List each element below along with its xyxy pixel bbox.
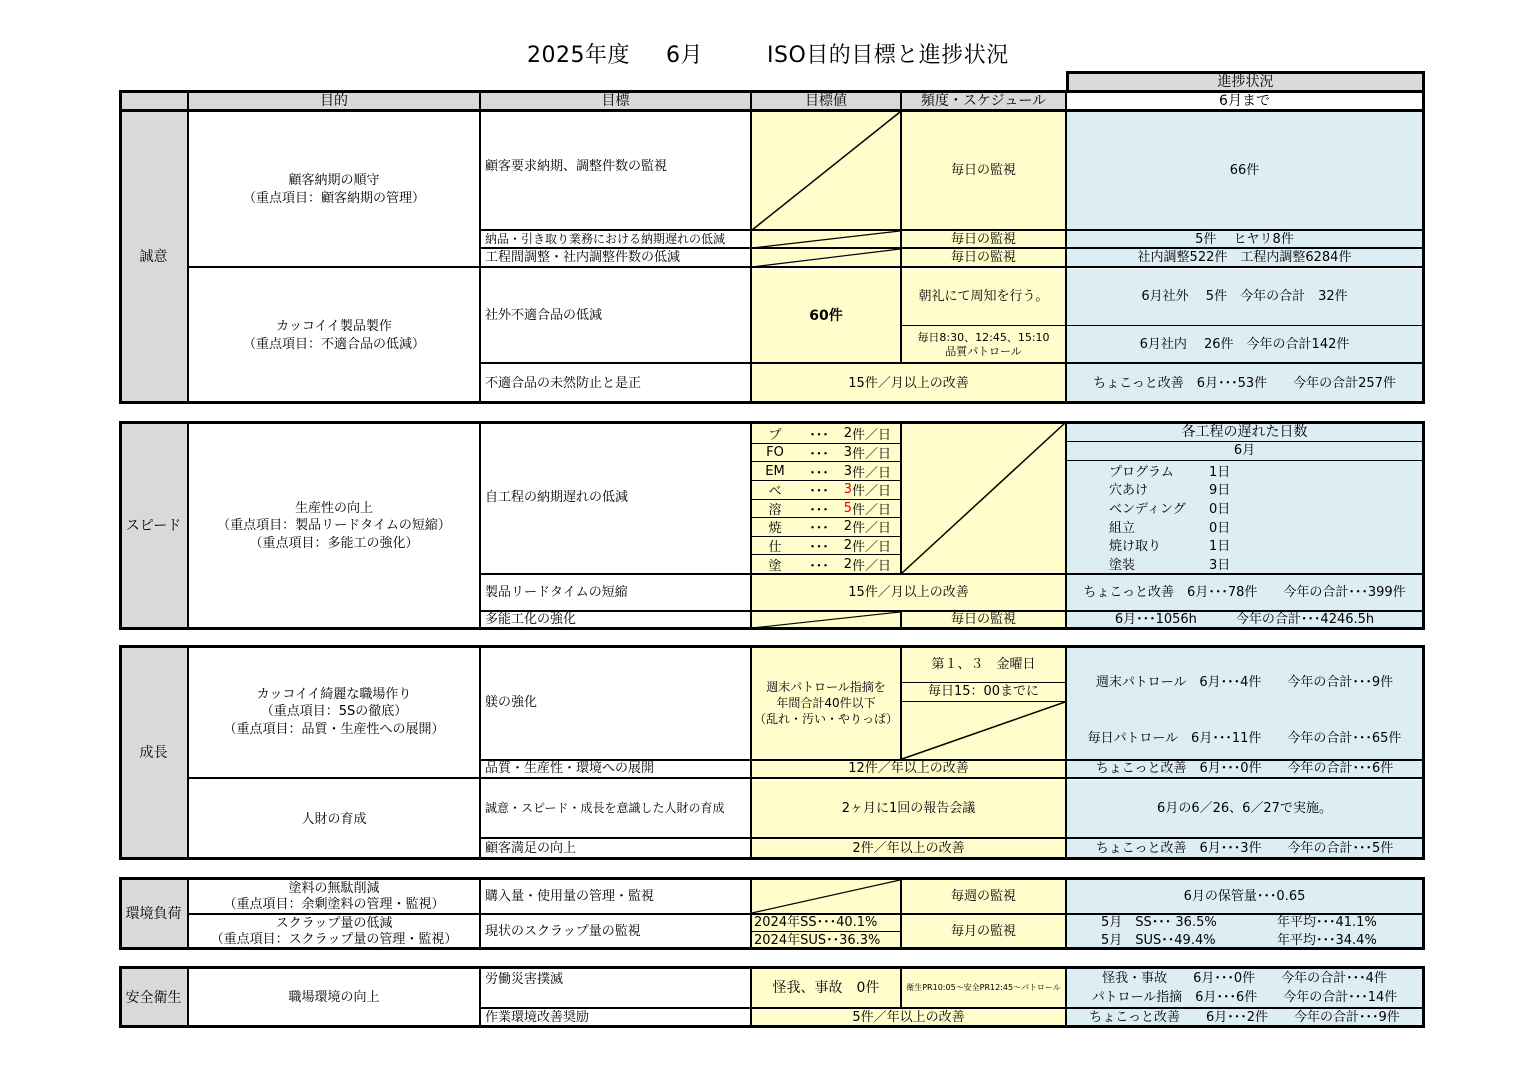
delay-days: 0日	[1209, 520, 1231, 536]
header-until: 6月まで	[1219, 93, 1270, 109]
schedule-weekly: 毎週の監視	[902, 880, 1065, 913]
goal-delivery-monitor: 顧客要求納期、調整件数の監視	[485, 159, 668, 174]
purpose-talent: 人財の育成	[301, 811, 367, 827]
header-schedule: 頻度・スケジュール	[902, 93, 1065, 109]
purpose-work-environment: 職場環境の向上	[288, 990, 380, 1006]
result-kaizen-1: ちょこっと改善 6月･･･53件 今年の合計257件	[1067, 364, 1422, 403]
delay-process: 焼け取り	[1109, 539, 1162, 555]
quota-dots: ･･･	[809, 558, 829, 574]
result-daily-patrol: 毎日パトロール 6月･･･11件 今年の合計･･･65件	[1087, 731, 1402, 747]
header-purpose: 目的	[189, 93, 479, 109]
quota-value: 2	[843, 425, 852, 441]
schedule-daily-3: 毎日の監視	[902, 249, 1065, 267]
purpose-productivity: 生産性の向上 （重点項目：製品リードタイムの短縮） （重点項目：多能工の強化）	[217, 500, 451, 551]
purpose-paint: 塗料の無駄削減 （重点項目：余剰塗料の管理・監視）	[223, 880, 445, 912]
delay-process: 塗装	[1109, 558, 1136, 574]
quota-value: 3	[843, 444, 852, 460]
schedule-daily-15: 毎日15：00までに	[902, 683, 1065, 701]
target-5-year: 5件／年以上の改善	[752, 1009, 1065, 1027]
category-environment: 環境負荷	[119, 880, 188, 949]
page-title: ISO目的目標と進捗状況	[767, 43, 1009, 68]
quota-process: 仕	[768, 540, 782, 556]
target-patrol: 週末パトロール指摘を 年間合計40件以下 （乱れ・汚い・やりっぱ）	[752, 647, 900, 759]
result-weekend-patrol: 週末パトロール 6月･･･4件 今年の合計･･･9件	[1095, 675, 1394, 691]
header-category	[122, 93, 187, 109]
goal-multiskill: 多能工化の強化	[485, 612, 577, 628]
quota-value: 5	[843, 500, 852, 516]
quota-process: 焼	[768, 521, 782, 537]
delay-days: 1日	[1209, 464, 1231, 480]
delay-process: 穴あけ	[1109, 483, 1149, 499]
quota-unit: 件／日	[852, 502, 892, 518]
result-meeting: 6月の6／26、6／27で実施。	[1067, 780, 1422, 837]
target-15-month-2: 15件／月以上の改善	[752, 575, 1065, 611]
goal-discipline: 躾の強化	[485, 695, 538, 711]
header-target: 目標値	[752, 93, 900, 109]
category-speed: スピード	[119, 423, 188, 629]
quota-value: 2	[843, 519, 852, 535]
quota-value: 3	[843, 482, 852, 498]
quota-dots: ･･･	[809, 427, 829, 443]
delay-process: プログラム	[1109, 464, 1174, 480]
result-external: 6月社外 5件 今年の合計 32件	[1067, 269, 1422, 325]
goal-talent: 誠意・スピード・成長を意識した人財の育成	[485, 801, 725, 816]
result-hours: 6月･･･1056h 今年の合計･･･4246.5h	[1067, 612, 1422, 628]
delay-days: 0日	[1209, 502, 1231, 518]
quota-process: プ	[768, 427, 782, 443]
purpose-delivery: 顧客納期の順守 （重点項目：顧客納期の管理）	[242, 173, 425, 206]
quota-process: 溶	[768, 502, 782, 518]
goal-scrap-monitor: 現状のスクラップ量の監視	[485, 924, 641, 940]
result-internal: 6月社内 26件 今年の合計142件	[1067, 326, 1422, 363]
schedule-friday: 第１、３ 金曜日	[902, 647, 1065, 682]
result-66: 66件	[1067, 112, 1422, 230]
target-meeting: 2ヶ月に1回の報告会議	[752, 780, 1065, 837]
goal-paint-volume: 購入量・使用量の管理・監視	[485, 888, 655, 904]
quota-dots: ･･･	[809, 502, 829, 518]
schedule-daily-4: 毎日の監視	[902, 612, 1065, 628]
quota-process: ベ	[768, 484, 782, 500]
delay-process: 組立	[1109, 520, 1136, 536]
goal-prevention: 不適合品の未然防止と是正	[485, 375, 642, 391]
quota-dots: ･･･	[809, 465, 829, 481]
delay-days: 9日	[1209, 483, 1231, 499]
quota-dots: ･･･	[809, 540, 829, 556]
title-month: 6月	[666, 43, 703, 68]
delay-month: 6月	[1067, 442, 1422, 460]
quota-dots: ･･･	[809, 521, 829, 537]
goal-improvement: 作業環境改善奨励	[485, 1010, 590, 1026]
target-15-month: 15件／月以上の改善	[752, 364, 1065, 403]
quota-unit: 件／日	[852, 540, 892, 556]
schedule-morning: 朝礼にて周知を行う。	[902, 269, 1065, 325]
result-accident: 怪我・事故 6月･･･0件 今年の合計･･･4件	[1102, 970, 1387, 986]
schedule-monthly: 毎月の監視	[902, 915, 1065, 949]
result-internal-adjust: 社内調整522件 工程内調整6284件	[1067, 249, 1422, 267]
goal-expansion: 品質・生産性・環境への展開	[485, 761, 655, 777]
category-growth: 成長	[119, 647, 188, 859]
schedule-daily-2: 毎日の監視	[902, 231, 1065, 248]
category-sincerity: 誠意	[119, 112, 188, 403]
result-sus-may: 5月 SUS･･49.4%	[1101, 932, 1216, 948]
quota-unit: 件／日	[852, 465, 892, 481]
quota-process: 塗	[768, 558, 782, 574]
quota-process: FO	[766, 444, 784, 460]
goal-own-process-delay: 自工程の納期遅れの低減	[485, 490, 629, 506]
schedule-patrol: 毎日8:30、12:45、15:10 品質パトロール	[902, 326, 1065, 363]
header-progress: 進捗状況	[1066, 71, 1425, 91]
quota-dots: ･･･	[809, 446, 829, 462]
quota-unit: 件／日	[852, 521, 892, 537]
delay-process: ベンディング	[1109, 502, 1186, 518]
quota-unit: 件／日	[852, 484, 892, 500]
goal-satisfaction: 顧客満足の向上	[485, 841, 577, 857]
result-kaizen-4: ちょこっと改善 6月･･･3件 今年の合計･･･5件	[1067, 839, 1422, 859]
result-patrol-point: パトロール指摘 6月･･･6件 今年の合計･･･14件	[1091, 989, 1398, 1005]
quota-value: 2	[843, 556, 852, 572]
goal-pickup-delay: 納品・引き取り業務における納期遅れの低減	[485, 232, 726, 247]
title-year: 2025年度	[527, 43, 630, 68]
quota-dots: ･･･	[809, 484, 829, 500]
purpose-workplace: カッコイイ綺麗な職場作り （重点項目：5Sの徹底） （重点項目：品質・生産性への展開）	[223, 686, 445, 737]
purpose-scrap: スクラップ量の低減 （重点項目：スクラップ量の管理・監視）	[210, 916, 458, 947]
category-safety: 安全衛生	[119, 969, 188, 1027]
target-ss-2024: 2024年SS･･･40.1%	[752, 915, 900, 931]
delay-days: 3日	[1209, 558, 1231, 574]
goal-external-defect: 社外不適合品の低減	[485, 308, 603, 324]
schedule-safety-pr: 衛生PR10:05～安全PR12:45～パトロール	[902, 969, 1065, 1007]
goal-accident: 労働災害撲滅	[485, 972, 564, 987]
result-kaizen-3: ちょこっと改善 6月･･･0件 今年の合計･･･6件	[1067, 761, 1422, 777]
goal-leadtime: 製品リードタイムの短縮	[485, 585, 628, 601]
quota-unit: 件／日	[852, 446, 892, 462]
purpose-quality: カッコイイ製品製作 （重点項目：不適合品の低減）	[242, 319, 425, 352]
schedule-daily-1: 毎日の監視	[902, 112, 1065, 230]
target-sus-2024: 2024年SUS･･36.3%	[752, 932, 900, 949]
quota-value: 2	[843, 538, 852, 554]
delay-title: 各工程の遅れた日数	[1067, 423, 1422, 441]
target-accident: 怪我、事故 0件	[752, 969, 900, 1007]
header-goal: 目標	[481, 93, 750, 109]
quota-unit: 件／日	[852, 558, 892, 574]
result-paint: 6月の保管量･･･0.65	[1067, 880, 1422, 913]
result-sus-avg: 年平均･･･34.4%	[1277, 932, 1377, 948]
result-kaizen-5: ちょこっと改善 6月･･･2件 今年の合計･･･9件	[1067, 1009, 1422, 1027]
target-60: 60件	[752, 269, 900, 363]
target-12-year: 12件／年以上の改善	[752, 761, 1065, 777]
result-ss-avg: 年平均･･･41.1%	[1277, 915, 1377, 931]
result-ss-may: 5月 SS･･･ 36.5%	[1101, 915, 1217, 931]
quota-value: 3	[843, 463, 852, 479]
quota-process: EM	[765, 463, 785, 479]
quota-unit: 件／日	[852, 427, 892, 443]
result-kaizen-2: ちょこっと改善 6月･･･78件 今年の合計･･･399件	[1067, 575, 1422, 611]
goal-internal-adjust: 工程間調整・社内調整件数の低減	[485, 250, 681, 266]
delay-days: 1日	[1209, 539, 1231, 555]
result-pickup: 5件 ヒヤリ8件	[1067, 231, 1422, 248]
target-2-year: 2件／年以上の改善	[752, 839, 1065, 859]
